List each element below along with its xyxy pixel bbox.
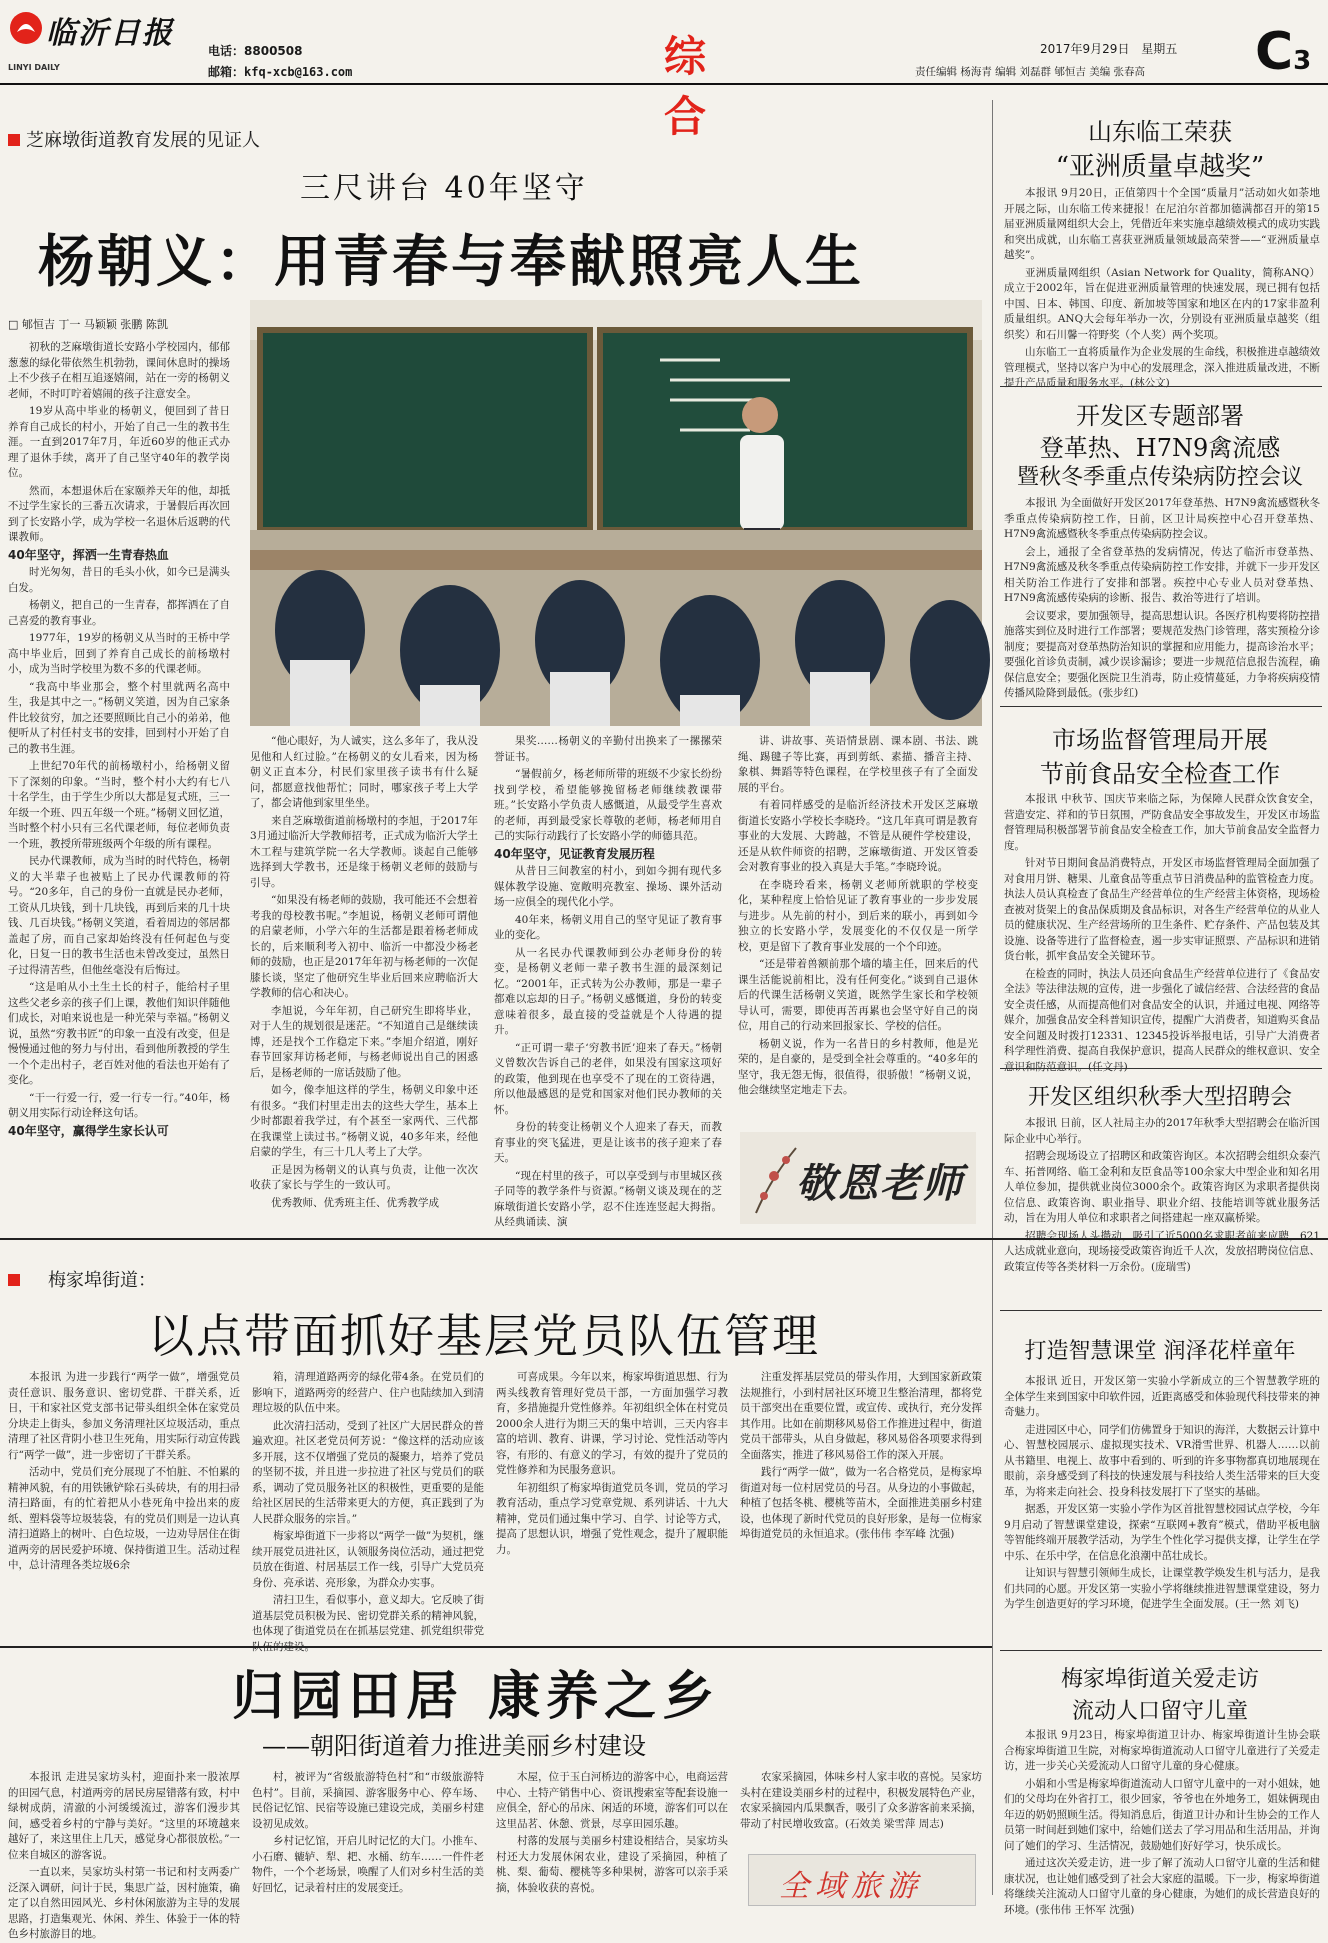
bottom-p4: 乡村记忆馆，开启儿时记忆的大门。小推车、小石磨、辘轳、犁、耙、水桶、纺车……一件件老物件，一个个老场景，唤醒了人们对乡村生活的美好回忆，记录着村庄的发展变迁。	[252, 1835, 484, 1894]
teacher-stamp	[740, 1132, 976, 1224]
side2-p3: 会议要求，要加强领导，提高思想认识。各医疗机构要将防控措施落实到位及时进行工作部署；要规范发热门诊管理，落实预检分诊制度；要提高对登革热防治知识的掌握和应用能力，提高诊治水平；要强化首诊负责制，减少误诊漏诊；要进一步规范信息报告流程，确保信息安全；要强化医院卫生消毒，防止疫情蔓延，力争将疾病疫情传播风险降到最低。(张步红)	[1004, 609, 1320, 699]
side3-p1: 本报讯 中秋节、国庆节来临之际，为保障人民群众饮食安全，营造安定、祥和的节日氛围，严防食品安全事故发生，开发区市场监督管理局积极部署节前食品安全检查工作，加大节前食品安全监督力度。	[1004, 793, 1320, 852]
lead-kicker: 三尺讲台 40年坚守	[300, 171, 588, 206]
mid-p2: 活动中，党员们充分展现了不怕脏、不怕累的精神风貌，有的用铁锹铲除石头砖块，有的用扫帚清扫路面，有的忙着把从小巷死角中捡出来的废纸、塑料袋等垃圾装袋，有的党员们则是一边认真清扫道路上的树叶、白色垃圾，一边劝导居住在街道两旁的居民爱护环境、保持街道卫生。活动过程中，总计清理各类垃圾6余	[8, 1466, 240, 1571]
lead-col3-p5: 从一名民办代课教师到公办老师身份的转变，是杨朝义老师一辈子教书生涯的最深刻记忆。“2001年，正式转为公办教师，那是一辈子都难以忘却的日子。”杨朝义感慨道，身份的转变意味着很多，最直接的受益就是个人待遇的提升。	[494, 946, 722, 1036]
side2-p1: 本报讯 为全面做好开发区2017年登革热、H7N9禽流感暨秋冬季重点传染病防控工作，日前，区卫计局疾控中心召开登革热、H7N9禽流感暨秋冬季重点传染病防控会议。	[1004, 497, 1320, 540]
side3-body	[1004, 792, 1320, 1073]
lead-col1-p10: “这是咱从小土生土长的村子，能给村子里这些父老乡亲的孩子们上课，教他们知识伴随他们成长，对咱来说也是一种光荣与幸福。”杨朝义说，虽然“穷教书匠”的印象一直没有改变，但是慢慢通过他的努力与付出，看到他所教授的学生一个个走出村子，老百姓对他的看法也开始有了变化。	[8, 981, 230, 1086]
side-rule-5	[1000, 1650, 1322, 1651]
lead-col3-p4: 40年来，杨朝义用自己的坚守见证了教育事业的变化。	[494, 913, 722, 941]
lead-col1-p2: 19岁从高中毕业的杨朝义，便回到了昔日养育自己成长的村小，开始了自己一生的教书生涯。一直到2017年7月，年近60岁的他正式办理了退休手续，离开了自己坚守40年的教学岗位。	[8, 405, 230, 479]
lead-col2	[250, 734, 478, 1230]
weekday-text: 星期五	[1141, 42, 1178, 56]
lead-col4	[738, 734, 978, 1124]
bottom-col3	[496, 1770, 728, 1908]
side2-body	[1004, 496, 1320, 698]
lead-headline: 杨朝义：用青春与奉献照亮人生	[38, 230, 864, 295]
mid-p8: 年初组织了梅家埠街道党员冬训，党员的学习教育活动，重点学习党章党规、系列讲话、十九大精神，党员们通过集中学习、自学、讨论等方式，提高了思想认识，增强了党性观念，提升了履职能力。	[496, 1481, 728, 1556]
phone-line	[208, 42, 302, 59]
newspaper-logo-icon	[8, 10, 44, 46]
side3-title1: 市场监督管理局开展	[1052, 726, 1268, 754]
logo-text: 临沂日报	[46, 16, 174, 51]
lead-column-tag	[8, 126, 260, 152]
lead-col4-p1: 讲、讲故事、英语情景剧、课本剧、书法、跳绳、踢毽子等比赛，再到剪纸、素描、播音主持、象棋、舞蹈等特色课程，在学校里孩子有了全面发展的平台。	[738, 735, 978, 794]
mid-headline: 以点带面抓好基层党员队伍管理	[148, 1309, 820, 1363]
phone-number: 8800508	[244, 44, 303, 58]
lead-col1-p11: “干一行爱一行，爱一行专一行。”40年，杨朝义用实际行动诠释这句话。	[8, 1091, 230, 1119]
lead-col2-p7: 优秀教师、优秀班主任、优秀教学成	[271, 1196, 439, 1209]
mid-col3	[496, 1370, 728, 1640]
lead-col1-p1: 初秋的芝麻墩街道长安路小学校园内，郁郁葱葱的绿化带依然生机勃勃，课间休息时的操场上不少孩子在相互追逐嬉闹，站在一旁的杨朝义老师，不时叮咛着嬉闹的孩子注意安全。	[8, 341, 230, 400]
side3-p2: 针对节日期间食品消费特点，开发区市场监督管理局全面加强了对食用月饼、糖果、儿童食品等重点节日消费品种的监管检查力度。执法人员认真检查了食品生产经营单位的生产经营主体资格，现场检查被对货架上的食品保质期及食品标识，对各生产经营单位的从业人员的健康状况、生产经营场所的卫生条件、贮存条件、产品包装及其设施、设备等进行了监督检查，遏一步实审证照票、产品标识和进销货台帐，抓牢食品安全关键环节。	[1004, 857, 1320, 962]
side6-title1: 梅家埠街道关爱走访	[1060, 1667, 1259, 1692]
column-tag-text: 芝麻墩街道教育发展的见证人	[26, 130, 260, 151]
bottom-p2: 一直以来，吴家坊头村第一书记和村支两委广泛深入调研，问计于民，集思广益，因村施策，确定了以自然田园风光、乡村休闲旅游为主导的发展思路，打造集观光、休闲、养生、体验于一体的特色乡村旅游目的地。	[8, 1866, 240, 1940]
side1-title2: “亚洲质量卓越奖”	[1055, 152, 1265, 182]
side4-body	[1004, 1116, 1320, 1298]
side-rule-1	[1000, 386, 1322, 387]
lead-col1-p8: 上世纪70年代的前杨墩村小，给杨朝义留下了深刻的印象。“当时，整个村小大约有七八十名学生，由于学生少所以大都是复式班，三一年级一个班、四五年级一个班。”杨朝义回忆道，当时整个村小只有三名代课老师，每位老师负责一个班，教授所带班级两个年级的所有课程。	[8, 760, 230, 850]
page-digit: 3	[1293, 46, 1312, 76]
side4-p3: 招聘会现场人头攒动，吸引了近5000名求职者前来应聘，621人达成就业意向，现场接受政策咨询近千人次，发放招聘岗位信息、政策宣传等各类材料一万余份。(庞瑞雪)	[1004, 1229, 1320, 1273]
side3-p3: 在检查的同时，执法人员还向食品生产经营单位进行了《食品安全法》等法律法规的宣传，进一步强化了诚信经营、合法经营的食品安全责任感，从而提高他们对食品安全的认识，并通过电视、网络等媒介，加强食品安全科普知识宣传，提醒广大消费者，知道购买食品安全问题及时拨打12331、12345投诉举报电话，引导广大消费者科学理性消费、提高自我保护意识，提高人民群众的维权意识、安全意识和防范意识。(任文丹)	[1004, 967, 1320, 1073]
side1-p2: 亚洲质量网组织（Asian Network for Quality，简称ANQ）成立于2002年，旨在促进亚洲质量管理的快速发展，现已拥有包括中国、日本、韩国、印度、新加坡等国家和地区在内的17家非盈利质量组织。ANQ大会每年举办一次，分别设有亚洲质量卓越奖（组织奖）和石川馨一符野奖（个人奖）两个奖项。	[1004, 266, 1320, 341]
lead-col4-p4: “还是带着兽额前那个墙的墙主任，回来后的代课生活能说前相比，没有任何变化。”谈到自己退休后的代课生活杨朝义笑道，既然学生家长和学校领导认可，需要，即使再苦再累也会坚守好自己的岗位，用自己的行动来回报家长、学校的信任。	[738, 958, 978, 1032]
lead-col2-p3: “如果没有杨老师的鼓励，我可能还不会想着考我的母校教书呢。”李旭说，杨朝义老师可谓他的启蒙老师，小学六年的生活都是跟着杨老师成长的，后来顺利考入初中、临沂一中都没少杨老师的鼓励，也正是2017年年初与杨老师的一次促膝长谈，坚定了他研究生毕业后回来应聘临沂大学教师的信心和决心。	[250, 894, 478, 999]
bottom-p6: 村落的发展与美丽乡村建设相结合，吴家坊头村还大力发展休闲农业，建设了采摘园，种植了桃、梨、葡萄、樱桃等多种果树，游客可以亲手采摘，体验收获的喜悦。	[496, 1835, 728, 1894]
mid-p1: 本报讯 为进一步践行“两学一做”，增强党员责任意识、服务意识、密切党群、干群关系，近日，干和家社区党支部书记带头组织全体在家党员分块走上街头，参加义务清理社区垃圾活动，重点清理了社区背阴小巷卫生死角，用实际行动宣传践行“两学一做”，进一步密切了干群关系。	[8, 1371, 240, 1461]
email-line	[208, 63, 352, 80]
logo-sub: LINYI DAILY	[8, 63, 60, 72]
phone-label: 电话：	[208, 44, 245, 58]
classroom-photo	[250, 300, 982, 726]
side4-p1: 本报讯 日前，区人社局主办的2017年秋季大型招聘会在临沂国际企业中心举行。	[1004, 1117, 1320, 1145]
side1-title1: 山东临工荣获	[1088, 118, 1232, 146]
tourism-stamp	[748, 1854, 976, 1906]
tourism-stamp-text: 全域旅游	[779, 1869, 923, 1904]
bottom-headline: 归园田居 康养之乡	[232, 1666, 721, 1727]
mid-col1	[8, 1370, 240, 1640]
classroom-photo-illustration	[250, 300, 982, 726]
side6-title2: 流动人口留守儿童	[1071, 1699, 1248, 1724]
side6-p3: 通过这次关爱走访，进一步了解了流动人口留守儿童的生活和健康状况，也让她们感受到了社会大家庭的温暖。下一步，梅家埠街道将继续关注流动人口留守儿童的身心健康，为她们的成长营造良好的环境。(张伟伟 王怀军 沈强)	[1004, 1857, 1320, 1916]
lead-col3-p7: 身份的转变让杨朝义个人迎来了春天，而教育事业的突飞猛进，更是让该书的孩子迎来了春天。	[494, 1121, 722, 1164]
mid-p6: 清扫卫生，看似事小，意义却大。它反映了街道基层党员积极为民、密切党群关系的精神风貌，也体现了街道党员在在抓基层党建、抓党组织带党队伍的建设。	[252, 1594, 484, 1653]
bottom-col1	[8, 1770, 240, 1940]
lead-col2-p5: 如今，像李旭这样的学生，杨朝义印象中还有很多。“我们村里走出去的这些大学生，基本上少时都跟着我学过，有个甚至一家两代、三代都在我课堂上读过书。”杨朝义说，40多年来，经他启蒙的学生，有三十几人考上了大学。	[250, 1084, 478, 1158]
side-rule-2	[1000, 706, 1322, 707]
mid-p3: 箱，清理道路两旁的绿化带4条。在党员们的影响下，道路两旁的经营户、住户也陆续加入到清理垃圾的队伍中来。	[252, 1371, 484, 1414]
bottom-col2	[252, 1770, 484, 1908]
mid-p7: 可喜成果。今年以来，梅家埠街道思想、行为两头线教育管理好党员干部，一方面加强学习教育，多措施提升党性修养。年初组织全体在村党员2000余人进行为期三天的集中培训，三天内容丰富的培训、教育、讲课，学习讨论、党性活动等内容，有形的、有意义的学习，有效的提升了党员的党性修养和为民服务意识。	[496, 1371, 728, 1476]
side1-p3: 山东临工一直将质量作为企业发展的生命线，积极推进卓越绩效管理模式，坚持以客户为中心的发展理念，深入推进质量改进，不断提升产品质量和服务水平。(林公文)	[1004, 346, 1320, 389]
lead-col3-p3: 从昔日三间教室的村小，到如今拥有现代多媒体教学设施、宽敞明亮教室、操场、课外活动场一应俱全的现代化小学。	[494, 865, 722, 908]
date-text: 2017年9月29日	[1040, 42, 1130, 56]
side3-title2: 节前食品安全检查工作	[1040, 760, 1280, 788]
mid-col4	[740, 1370, 982, 1640]
bottom-subhead: ——朝阳街道着力推进美丽乡村建设	[262, 1732, 646, 1760]
side2-title2: 登革热、H7N9禽流感	[1039, 434, 1281, 462]
lead-col1-p3: 然而，本想退休后在家颐养天年的他，却抵不过学生家长的三番五次请求，于暑假后再次回到了长安路小学，成为学校一名退休后返聘的代课教师。	[8, 484, 230, 543]
lead-col2-p2: 来自芝麻墩街道前杨墩村的李旭，于2017年3月通过临沂大学教师招考，正式成为临沂大学土木工程与建筑学院一名大学教师。谈起自己能够选择到大学教书，还是缘于杨朝义老师的鼓励与引导。	[250, 814, 478, 889]
email-label: 邮箱：	[208, 65, 245, 79]
editors-line: 责任编辑 杨海青 编辑 刘磊群 郇恒吉 美编 张春高	[915, 66, 1146, 78]
side4-p2: 招聘会现场设立了招聘区和政策咨询区。本次招聘会组织众泰汽车、拓普网络、临工金利和友臣食品等100余家大中型企业和知名用人单位参加，提供就业岗位3000余个。政策咨询区为求职者提供岗位信息、政策咨询、职业指导、职业介绍、技能培训等就业服务活动，旨在为用人单位和求职者之间搭建起一座双赢桥梁。	[1004, 1150, 1320, 1224]
lead-col3-p2: “暑假前夕，杨老师所带的班级不少家长纷纷找到学校，希望能够挽留杨老师继续教课带班。”长安路小学负责人感慨道，从最受学生喜欢的老师，再到最受家长尊敬的老师，杨老师用自己的实际行动践行了长安路小学的师德具范。	[494, 768, 722, 842]
side6-p2: 小娟和小雪是梅家埠街道流动人口留守儿童中的一对小姐妹，她们的父母均在外省打工，很少回家，爷爷也在外地务工，姐妹俩现由年迈的奶奶照顾生活。得知消息后，街道卫计办和计生协会的工作人员第一时间赶到她们家中，给她们送去了学习用品和生活用品，并询问了她们的学习、生活情况，鼓励她们好好学习，快乐成长。	[1004, 1777, 1320, 1852]
mid-column-tag	[8, 1266, 156, 1292]
bottom-p5: 木屋，位于玉白河桥边的游客中心，电商运营中心、土特产销售中心、资讯搜索室等配套设施一应俱全，舒心的吊床、闲适的环境，游客们可以在这里品茗、休憩、赏景，尽享田园乐趣。	[496, 1771, 728, 1830]
side2-title3: 暨秋冬季重点传染病防控会议	[1016, 465, 1303, 490]
bottom-col4	[740, 1770, 982, 1850]
side1-p1: 本报讯 9月20日，正值第四十个全国“质量月”活动如火如荼地开展之际，山东临工传来捷报！在尼泊尔首都加德满都召开的第15届亚洲质量网组织大会上，凭借近年来实施卓越绩效模式的成功实践和突出成就，山东临工喜获亚洲质量领域最高荣誉——“亚洲质量卓越奖”。	[1004, 187, 1320, 261]
side6-p1: 本报讯 9月23日，梅家埠街道卫计办、梅家埠街道计生协会联合梅家埠街道卫生院，对梅家埠街道流动人口留守儿童进行了关爱走访，进一步关心关爱流动人口留守儿童的身心健康。	[1004, 1729, 1320, 1772]
side1-body	[1004, 186, 1320, 389]
page-letter: C	[1255, 22, 1294, 82]
side5-p1: 本报讯 近日，开发区第一实验小学新成立的三个智慧教学班的全体学生来到国家中印软件园，近距离感受和体验现代科技带来的神奇魅力。	[1004, 1375, 1320, 1418]
lead-col3-p1: 果奖……杨朝义的辛勤付出换来了一摞摞荣誉证书。	[494, 735, 722, 763]
side2-title1: 开发区专题部署	[1076, 402, 1244, 430]
lead-sec3-title: 40年坚守，见证教育发展历程	[494, 846, 655, 861]
teacher-stamp-text: 敬恩老师	[796, 1160, 964, 1207]
lead-byline: □ 郇恒吉 丁一 马颖颖 张鹏 陈凯	[8, 318, 168, 331]
lead-sec2-title: 40年坚守，赢得学生家长认可	[8, 1123, 169, 1138]
bottom-p1: 本报讯 走进吴家坊头村，迎面扑来一股浓厚的田园气息，村道两旁的居民房屋错落有致，村中绿树成荫，清澈的小河缓缓流过，游客们漫步其间，感受着乡村的宁静与美好。“这里的环境越来越好了，来这里住上几天，感觉身心都很放松。”一位来自城区的游客说。	[8, 1771, 240, 1861]
page-number	[1255, 22, 1311, 82]
side-rule-3	[1000, 1068, 1322, 1069]
section-title: 综 合	[663, 32, 766, 141]
lead-col2-p6: 正是因为杨朝义的认真与负责，让他一次次收获了家长与学生的一致认可。	[250, 1163, 478, 1191]
right-column-rule	[992, 100, 993, 1895]
lead-col4-p2: 有着同样感受的是临沂经济技术开发区芝麻墩街道长安路小学校长李晓玲。“这几年真可谓是教育事业的大发展、大跨越，不管是从硬件学校建设，还是从软件师资的招聘，芝麻墩街道、开发区管委会对教育事业的投入真是大手笔。”李晓玲说。	[738, 799, 978, 873]
lead-col3-p8: “现在村里的孩子，可以享受到与市里城区孩子同等的教学条件与资源。”杨朝义谈及现在的芝麻墩街道长安路小学，忍不住连连竖起大拇指。从经典诵读、演	[494, 1169, 722, 1228]
lead-col2-p4: 李旭说，今年年初，自己研究生即将毕业，对于人生的规划很是迷茫。“不知道自己是继续读博，还是找个工作稳定下来。”李旭介绍道，刚好春节回家拜访杨老师，与杨老师说出自己的困惑后，是杨老师的一席话鼓励了他。	[250, 1004, 478, 1079]
side5-p3: 据悉，开发区第一实验小学作为区首批智慧校园试点学校，今年9月启动了智慧课堂建设，探索“互联网+教育”模式，借助平板电脑等智能终端开展教学活动，为学生个性化学习提供支撑，让学生在学中乐、在乐中学，在信息化浪潮中茁壮成长。	[1004, 1503, 1320, 1562]
email-address: kfq-xcb@163.com	[244, 65, 353, 79]
mid-p10: 践行“两学一做”，做为一名合格党员，是梅家埠街道对每一位村居党员的号召。从身边的小事做起，种植了包括冬桃、樱桃等苗木，全面推进美丽乡村建设，也体现了新时代党员的良好形象，是每一位梅家埠街道党员的永恒追求。(张伟伟 李军峰 沈强)	[740, 1466, 982, 1540]
side5-p2: 走进园区中心，同学们仿佛置身于知识的海洋，大数据云计算中心、智慧校园展示、虚拟现实技术、VR滑雪世界、机器人……以前从书籍里、电视上、故事中看到的、听到的许多事物都真切地展现在眼前，亲身感受到了科技的快速发展与科技给人类生活带来的巨大变革，为将来走向社会、投身科技发展打下了坚实的基础。	[1004, 1423, 1320, 1498]
mid-col2	[252, 1370, 484, 1653]
red-square-icon	[8, 134, 20, 146]
lead-col2-p1: “他心眼好，为人诚实，这么多年了，我从没见他和人红过脸。”在杨朝义的女儿看来，因为杨朝义正直本分，村民们家里孩子读书有什么疑问，都愿意找他帮忙；同时，哪家孩子考上大学了，都会请他到家里坐坐。	[250, 735, 478, 809]
bottom-p7: 农家采摘园，体味乡村人家丰收的喜悦。吴家坊头村在建设美丽乡村的过程中，积极发展特色产业，农家采摘园内瓜果飘香，吸引了众多游客前来采摘，带动了村民增收致富。(石效美 梁雪萍 周志)	[740, 1771, 982, 1830]
lead-col1-p7: “我高中毕业那会，整个村里就两名高中生，我是其中之一。”杨朝义笑道，因为自己家条件比较贫穷，加之还要照顾比自己小的弟弟，他便听从了村任村支书的安排，回到村小开始了自己的教书生涯。	[8, 680, 230, 755]
mid-top-rule	[0, 1238, 1328, 1240]
mid-column-tag-text: 梅家埠街道：	[48, 1270, 156, 1291]
bottom-p3: 村，被评为“省级旅游特色村”和“市级旅游特色村”。目前，采摘园、游客服务中心、停车场、民俗记忆馆、民宿等设施已建设完成，美丽乡村建设初见成效。	[252, 1771, 484, 1830]
side4-title1: 开发区组织秋季大型招聘会	[1027, 1085, 1292, 1110]
mid-p5: 梅家埠街道下一步将以“两学一做”为契机，继续开展党员进社区，认领服务岗位活动，通过把党员放在街道、村居基层工作一线，引导广大党员亮身份、亮承诺、亮形象，为群众办实事。	[252, 1530, 484, 1589]
masthead-rule	[0, 83, 1328, 85]
side5-body	[1004, 1374, 1320, 1644]
bottom-top-rule	[0, 1646, 992, 1648]
side5-p4: 让知识与智慧引领师生成长，让课堂教学焕发生机与活力，是我们共同的心愿。开发区第一实验小学将继续推进智慧课堂建设，努力为学生创造更好的学习环境，促进学生全面发展。(王一然 刘飞)	[1004, 1567, 1320, 1610]
mid-p9: 注重发挥基层党员的带头作用，大到国家新政策法规推行，小到村居社区环境卫生整治清理，都将党员干部突出在重要位置，或宣传、或执行，充分发挥其作用。比如在前期移风易俗工作推进过程中，街道党员干部带头，从自身做起，移风易俗各项要求得到全面落实，推进了移风易俗工作的深入开展。	[740, 1371, 982, 1461]
lead-col4-p3: 在李晓玲看来，杨朝义老师所就职的学校变化，某种程度上恰恰见证了教育事业的一步步发展与进步。从先前的村小，到后来的联小，再到如今独立的长安路小学，发展变化的不仅仅是一所学校，更是留下了教育事业发展的一个个印迹。	[738, 878, 978, 953]
lead-col1-p5: 杨朝义，把自己的一生青春，都挥洒在了自己喜爱的教育事业。	[8, 599, 230, 627]
red-square-icon	[8, 1274, 20, 1286]
issue-date	[1040, 40, 1177, 57]
lead-col1-p6: 1977年，19岁的杨朝义从当时的王桥中学高中毕业后，回到了养育自己成长的前杨墩村小，成为当时学校里为数不多的代课老师。	[8, 632, 230, 675]
lead-col4-p5: 杨朝义说，作为一名昔日的乡村教师，他是光荣的，是自豪的，是受到全社会尊重的。“40多年的坚守，我无怨无悔，很值得，很骄傲！”杨朝义说，他会继续坚定地走下去。	[738, 1037, 978, 1096]
mid-p4: 此次清扫活动，受到了社区广大居民群众的普遍欢迎。社区老党员何芳说：“像这样的活动应该多开展，这不仅增强了党员的凝聚力，培养了党员的坚韧不拔，并且进一步拉进了社区与党员们的联系，调动了党员服务社区的积极性，更重要的是能给社区居民的生活带来更大的方便，真正践到了为人民群众服务的宗旨。”	[252, 1419, 484, 1525]
side5-title1: 打造智慧课堂 润泽花样童年	[1024, 1339, 1296, 1364]
lead-sec1-title: 40年坚守，挥洒一生青春热血	[8, 547, 169, 562]
lead-col1-p9: 民办代课教师，成为当时的时代特色，杨朝义的大半辈子也被贴上了民办代课教师的符号。“20多年，自己的身份一直就是民办老师，工资从几块钱，到十几块钱，再到后来的几十块钱、几百块钱。”杨朝义笑道，看着周边的邻居都盖起了房，而自己家却始终没有任何起色与变化，日复一日的教书生活也未曾改变过，虽然日子过得清苦些，但他丝毫没有后悔过。	[8, 855, 230, 976]
side2-p2: 会上，通报了全省登革热的发病情况，传达了临沂市登革热、H7N9禽流感及秋冬季重点传染病防控工作安排，并就下一步开发区相关防治工作进行了安排和部署。疾控中心专业人员对登革热、H7N9禽流感传染病的诊断、报告、救治等进行了培训。	[1004, 545, 1320, 604]
side6-body	[1004, 1728, 1320, 1916]
side-rule-4	[1000, 1310, 1322, 1311]
lead-col1	[8, 340, 230, 1230]
lead-col1-p4: 时光匆匆，昔日的毛头小伙，如今已是满头白发。	[8, 566, 230, 594]
lead-col3	[494, 734, 722, 1230]
lead-col3-p6: “正可谓一辈子‘穷教书匠’迎来了春天。”杨朝义曾数次告诉自己的老伴，如果没有国家这项好的政策，他到现在也享受不了现在的工资待遇，所以他最感恩的是党和国家对他们民办教师的关怀。	[494, 1041, 722, 1116]
